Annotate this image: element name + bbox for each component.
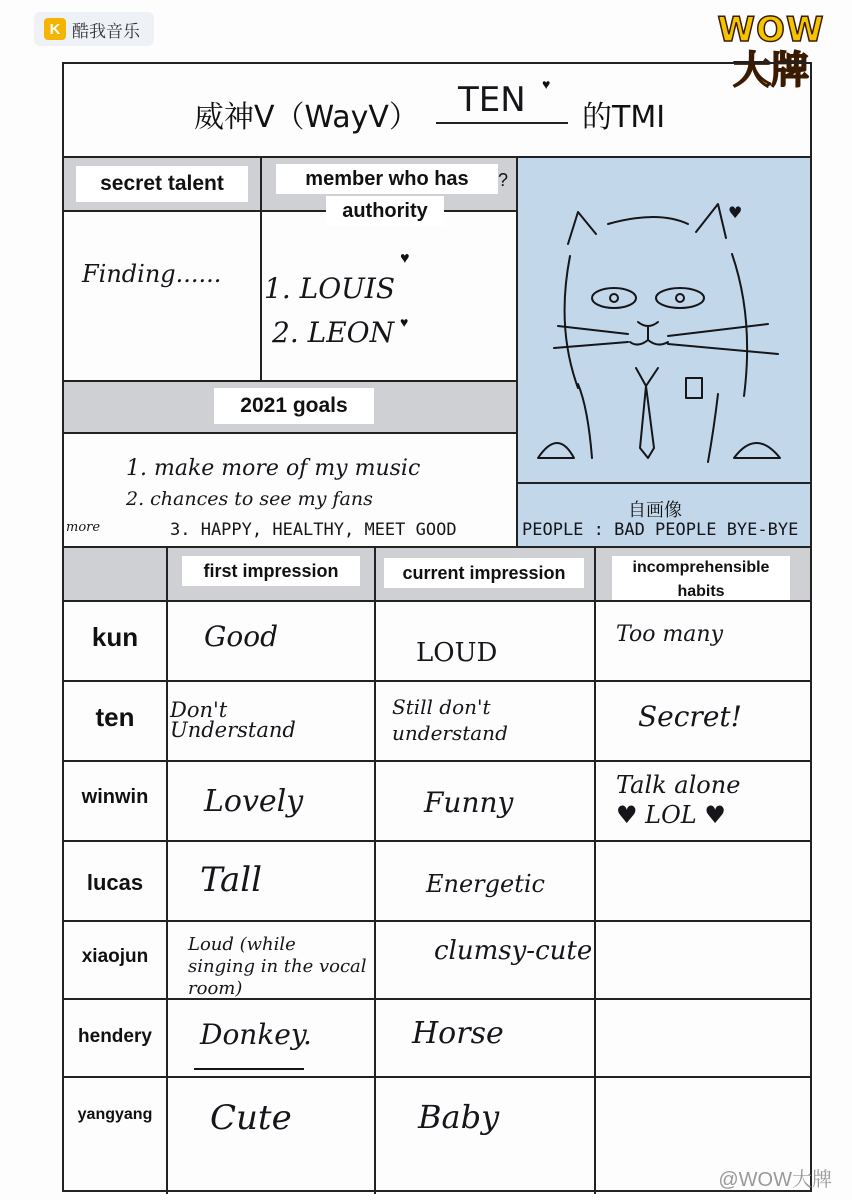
- divider: [64, 546, 810, 548]
- title-underline: [436, 122, 568, 124]
- first-impression-cell: Donkey.: [200, 1018, 312, 1051]
- divider: [64, 210, 516, 212]
- goals-label: 2021 goals: [214, 388, 374, 424]
- divider: [594, 546, 596, 1194]
- divider: [64, 920, 810, 922]
- current-impression-cell: Funny: [424, 786, 514, 819]
- habit-cell: Secret!: [638, 700, 742, 733]
- divider: [64, 840, 810, 842]
- divider: [64, 156, 810, 158]
- member-name: kun: [91, 622, 139, 652]
- secret-talent-label: secret talent: [76, 166, 248, 202]
- authority-answer-2: 2. LEON: [272, 316, 395, 349]
- authority-label-line2: authority: [326, 196, 444, 226]
- current-impression-cell: Energetic: [426, 870, 545, 898]
- goal-margin-note: more: [66, 520, 101, 535]
- title-member-name: TEN: [458, 80, 526, 120]
- goal-item-2: 2. chances to see my fans: [126, 488, 373, 510]
- kuwo-logo: [34, 12, 154, 46]
- svg-text:♥: ♥: [728, 203, 743, 222]
- question-mark: ?: [498, 170, 509, 190]
- header-current-impression: current impression: [384, 558, 584, 588]
- first-impression-cell: Loud (while singing in the vocal room): [188, 934, 367, 999]
- secret-talent-answer: Finding......: [82, 260, 222, 288]
- first-impression-cell: Good: [204, 620, 279, 653]
- member-name: xiaojun: [81, 946, 149, 967]
- goal-item-3: 3. HAPPY, HEALTHY, MEET GOOD: [170, 520, 457, 540]
- cat-portrait-drawing: [518, 158, 810, 482]
- brand-line-1: WOW: [717, 10, 825, 50]
- divider: [518, 482, 810, 484]
- title-row: [64, 64, 810, 156]
- title-prefix: 威神V（WayV）: [194, 100, 419, 135]
- member-name: winwin: [81, 786, 149, 808]
- member-name: ten: [95, 702, 135, 732]
- divider: [64, 1076, 810, 1078]
- tmi-sheet: [62, 62, 812, 1192]
- heart-doodle-icon: ♥: [542, 76, 551, 92]
- weibo-watermark: @WOW大牌: [718, 1169, 832, 1191]
- habit-cell: Too many: [616, 622, 724, 647]
- header-incomprehensible-habits: incomprehensible habits: [612, 556, 790, 600]
- portrait-area: [518, 158, 810, 482]
- divider: [260, 156, 262, 382]
- brand-line-2: 大牌: [732, 48, 809, 92]
- first-impression-cell: Tall: [200, 860, 263, 900]
- current-impression-cell: Still don't understand: [392, 695, 508, 745]
- first-impression-cell: Cute: [210, 1098, 292, 1138]
- habit-cell: Talk alone ♥ LOL ♥: [616, 771, 741, 829]
- heart-doodle-icon: ♥: [400, 314, 409, 330]
- divider: [64, 760, 810, 762]
- goal-item-1: 1. make more of my music: [126, 456, 421, 481]
- app-logo-text: 酷我音乐: [72, 21, 140, 41]
- member-name: hendery: [78, 1026, 152, 1047]
- authority-label-line1: member who has: [276, 164, 498, 194]
- underline-doodle: [194, 1068, 304, 1070]
- kuwo-k-icon: K: [44, 18, 66, 40]
- authority-answer-1: 1. LOUIS: [264, 272, 396, 305]
- current-impression-cell: LOUD: [416, 638, 498, 668]
- divider: [64, 380, 516, 382]
- header-first-impression: first impression: [182, 556, 360, 586]
- current-impression-cell: clumsy-cute: [434, 936, 593, 966]
- portrait-caption-area: [518, 484, 810, 548]
- divider: [516, 156, 518, 548]
- title-suffix: 的TMI: [582, 100, 666, 135]
- portrait-caption: 自画像: [628, 500, 682, 520]
- portrait-note: PEOPLE : BAD PEOPLE BYE-BYE: [522, 520, 799, 540]
- divider: [166, 546, 168, 1194]
- first-impression-cell: Don't Understand: [170, 698, 296, 742]
- member-name: lucas: [86, 870, 144, 895]
- member-name: yangyang: [77, 1106, 153, 1123]
- current-impression-cell: Horse: [412, 1016, 504, 1051]
- first-impression-cell: Lovely: [204, 784, 304, 819]
- divider: [64, 998, 810, 1000]
- divider: [64, 680, 810, 682]
- divider: [64, 432, 516, 434]
- heart-doodle-icon: ♥: [400, 250, 410, 267]
- current-impression-cell: Baby: [418, 1098, 500, 1136]
- divider: [374, 546, 376, 1194]
